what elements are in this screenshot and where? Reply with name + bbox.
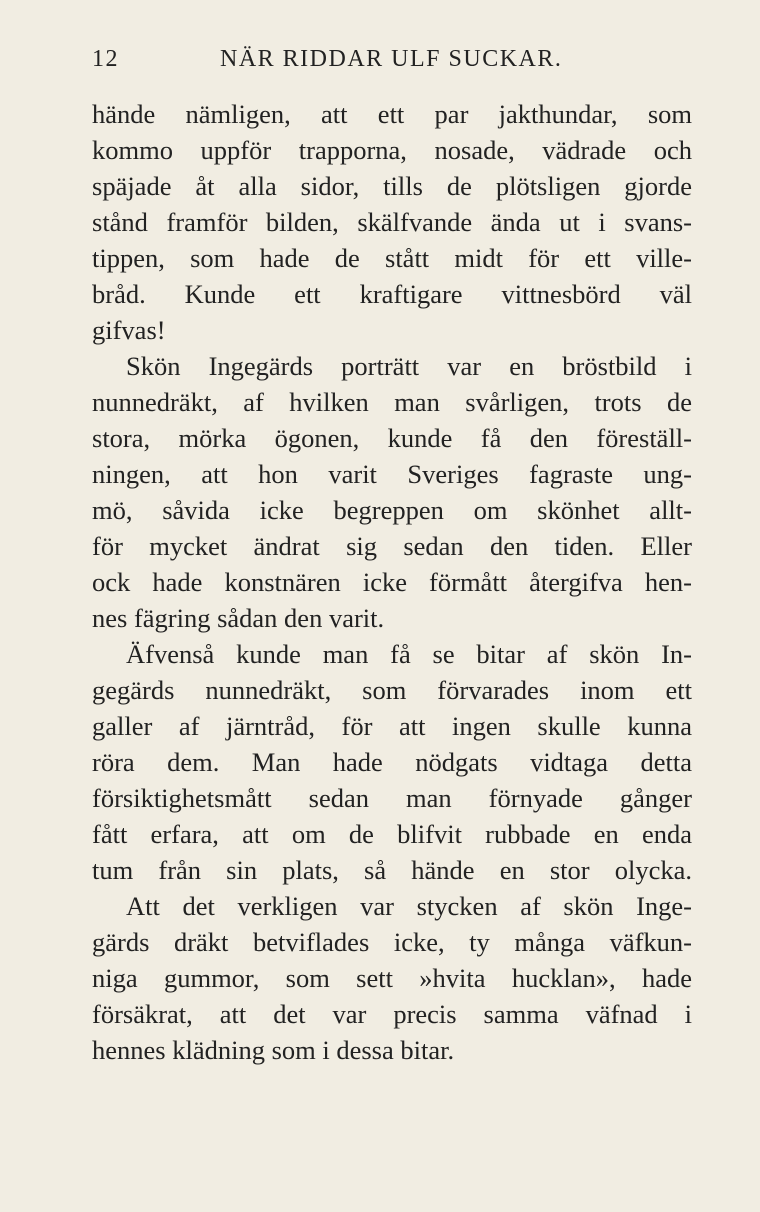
text-line: gifvas! <box>92 315 166 345</box>
text-line: niga gummor, som sett »hvita hucklan», hade <box>92 963 692 993</box>
text-line: tum från sin plats, så hände en stor olycka. <box>92 855 692 885</box>
text-line: Skön Ingegärds porträtt var en bröstbild i <box>126 351 692 381</box>
text-line: nunnedräkt, af hvilken man svårligen, trots de <box>92 387 692 417</box>
text-line: bråd. Kunde ett kraftigare vittnesbörd väl <box>92 279 692 309</box>
body-text <box>92 96 692 1068</box>
text-line: galler af järntråd, för att ingen skulle kunna <box>92 711 692 741</box>
page-header <box>92 46 672 76</box>
text-line: hände nämligen, att ett par jakthundar, som <box>92 99 692 129</box>
text-line: Att det verkligen var stycken af skön Inge- <box>126 891 692 921</box>
text-line: mö, såvida icke begreppen om skönhet allt- <box>92 495 692 525</box>
text-line: stånd framför bilden, skälfvande ända ut i svans- <box>92 207 692 237</box>
text-line: försäkrat, att det var precis samma väfnad i <box>92 999 692 1029</box>
text-line: ningen, att hon varit Sveriges fagraste ung- <box>92 459 692 489</box>
text-line: späjade åt alla sidor, tills de plötsligen gjorde <box>92 171 692 201</box>
text-line: gegärds nunnedräkt, som förvarades inom ett <box>92 675 692 705</box>
text-line: kommo uppför trapporna, nosade, vädrade och <box>92 135 692 165</box>
text-line: röra dem. Man hade nödgats vidtaga detta <box>92 747 692 777</box>
text-line: Äfvenså kunde man få se bitar af skön In- <box>126 639 692 669</box>
running-head: NÄR RIDDAR ULF SUCKAR. <box>220 46 563 72</box>
text-line: hennes klädning som i dessa bitar. <box>92 1035 455 1065</box>
text-line: gärds dräkt betviflades icke, ty många väfkun- <box>92 927 692 957</box>
text-line: ock hade konstnären icke förmått återgifva hen- <box>92 567 692 597</box>
text-line: fått erfara, att om de blifvit rubbade en enda <box>92 819 692 849</box>
text-line: försiktighetsmått sedan man förnyade gånger <box>92 783 692 813</box>
text-line: stora, mörka ögonen, kunde få den föreställ- <box>92 423 692 453</box>
text-line: tippen, som hade de stått midt för ett ville- <box>92 243 692 273</box>
text-line: för mycket ändrat sig sedan den tiden. Eller <box>92 531 692 561</box>
text-line: nes fägring sådan den varit. <box>92 603 385 633</box>
page-number: 12 <box>92 46 119 72</box>
